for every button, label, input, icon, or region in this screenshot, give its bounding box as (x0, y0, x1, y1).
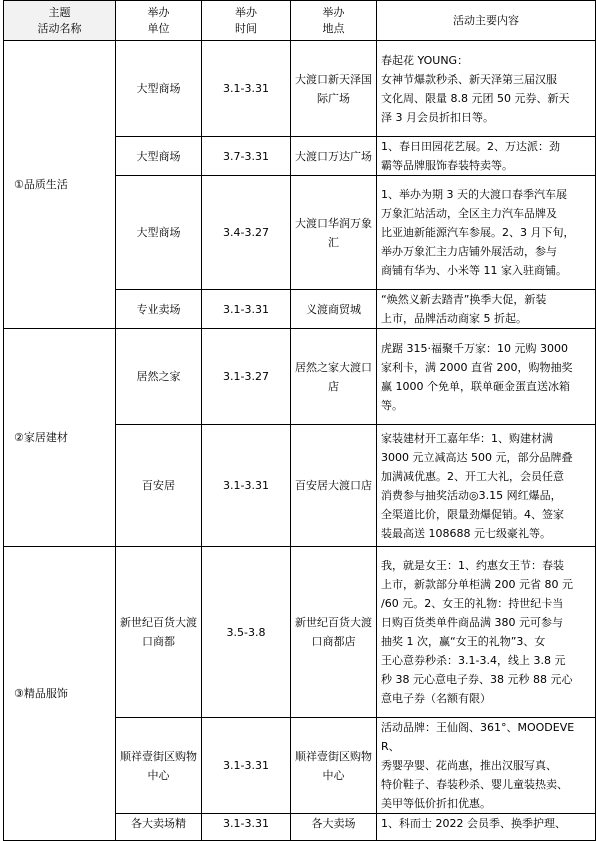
organizer-cell: 顺祥壹街区购物中心 (116, 718, 202, 814)
organizer-cell: 居然之家 (116, 329, 202, 425)
content-line: 商铺有华为、小米等 11 家入驻商铺。 (381, 264, 567, 277)
time-cell: 3.7-3.31 (202, 137, 291, 176)
theme-name-cell: ③精品服饰 (4, 547, 116, 841)
header-organizer-line1: 举办 (147, 5, 170, 19)
header-venue (291, 1, 377, 41)
content-line: 装最高送 108688 元七级豪礼等。 (381, 526, 551, 540)
content-line: 万象汇站活动，全区主力汽车品牌及 (381, 207, 557, 220)
content-cell (377, 329, 596, 425)
time-cell: 3.1-3.31 (202, 814, 291, 841)
header-venue-line1: 举办 (322, 5, 345, 19)
content-line: 抽奖 1 次，赢“女王的礼物”3、女 (381, 635, 546, 648)
venue-cell: 大渡口华润万象汇 (291, 176, 377, 290)
table-row (4, 547, 596, 718)
time-cell: 3.1-3.31 (202, 718, 291, 814)
content-line: 美甲等低价折扣优惠。 (381, 797, 491, 810)
content-line: 家装建材开工嘉年华：1、购建材满 (381, 431, 553, 445)
content-line: 全渠道比价，限量劲爆促销。4、签家 (381, 507, 564, 521)
venue-cell: 居然之家大渡口店 (291, 329, 377, 425)
time-cell: 3.1-3.27 (202, 329, 291, 425)
time-cell: 3.1-3.31 (202, 290, 291, 329)
content-line: 特价鞋子、春装秒杀、婴儿童装热卖、 (381, 778, 568, 791)
venue-cell: 百安居大渡口店 (291, 425, 377, 547)
content-line: 举办万象汇主力店铺外展活动，参与 (381, 245, 557, 258)
content-line: 春起花 YOUNG： (381, 53, 469, 67)
venue-cell: 新世纪百货大渡口商都店 (291, 547, 377, 718)
venue-cell: 大渡口万达广场 (291, 137, 377, 176)
content-cell (377, 290, 596, 329)
header-theme-line1: 主题 (48, 5, 71, 19)
organizer-cell: 大型商场 (116, 41, 202, 137)
table-body (4, 41, 596, 841)
content-cell (377, 547, 596, 718)
header-time-line2: 时间 (235, 21, 257, 35)
organizer-cell: 专业卖场 (116, 290, 202, 329)
organizer-cell: 百安居 (116, 425, 202, 547)
content-line: 秀婴孕婴、花尚惠，推出汉服写真、 (381, 759, 557, 772)
content-line: 1、举办为期 3 天的大渡口春季汽车展 (381, 188, 567, 201)
header-venue-line2: 地点 (322, 21, 345, 35)
content-line: 上市，新款部分单柜满 200 元省 80 元 (381, 578, 573, 591)
header-theme (4, 1, 116, 41)
content-line: 赢 1000 个免单，联单砸金蛋直送冰箱 (381, 379, 570, 393)
header-organizer-line2: 单位 (147, 21, 170, 35)
venue-cell: 义渡商贸城 (291, 290, 377, 329)
organizer-cell: 各大卖场精 (116, 814, 202, 841)
theme-name-cell: ①品质生活 (4, 41, 116, 329)
header-theme-line2: 活动名称 (37, 21, 82, 35)
content-line: /60 元。2、女王的礼物：持世纪卡当 (381, 597, 564, 610)
content-cell (377, 41, 596, 137)
content-line: 泽 3 月会员折扣日等。 (381, 110, 494, 124)
table-row (4, 329, 596, 425)
content-line: 霸等品牌服饰春装特卖等。 (381, 159, 513, 172)
content-line: 女神节爆款秒杀、新天泽第三届汉服 (381, 72, 557, 86)
time-cell: 3.4-3.27 (202, 176, 291, 290)
time-cell: 3.1-3.31 (202, 41, 291, 137)
content-cell (377, 425, 596, 547)
content-line: 意电子券（名额有限） (381, 692, 491, 705)
header-organizer (116, 1, 202, 41)
content-line: 加满减优惠。2、开工大礼，会员任意 (381, 469, 564, 483)
content-line: 上市，品牌活动商家 5 折起。 (381, 312, 527, 325)
content-line: 秒 38 元心意电子券、38 元秒 88 元心 (381, 673, 573, 686)
theme-name-cell: ②家居建材 (4, 329, 116, 547)
organizer-cell: 大型商场 (116, 176, 202, 290)
venue-cell: 顺祥壹街区购物中心 (291, 718, 377, 814)
organizer-cell: 大型商场 (116, 137, 202, 176)
header-time-line1: 举办 (235, 5, 257, 19)
content-cell (377, 137, 596, 176)
content-cell (377, 718, 596, 814)
content-line: 文化周、限量 8.8 元团 50 元券、新天 (381, 91, 570, 105)
content-line: “焕然义新去踏青”换季大促，新装 (381, 293, 547, 306)
header-time (202, 1, 291, 41)
content-line: 虎踞 315·福聚千万家：10 元购 3000 (381, 341, 568, 355)
content-line: 比亚迪新能源汽车参展。2、3 月下旬， (381, 226, 575, 239)
content-line: 日购百货类单件商品满 380 元可参与 (381, 616, 563, 629)
content-line: 我，就是女王：1、约惠女王节：春装 (381, 559, 564, 572)
time-cell: 3.5-3.8 (202, 547, 291, 718)
time-cell: 3.1-3.31 (202, 425, 291, 547)
content-line: 消费参与抽奖活动◎3.15 网红爆品， (381, 488, 562, 502)
content-cell (377, 176, 596, 290)
organizer-cell: 新世纪百货大渡口商都 (116, 547, 202, 718)
activity-table (3, 0, 596, 841)
content-line: 活动品牌：王仙阁、361°、MOODEVER、 (381, 721, 575, 753)
content-line: 家利卡，满 2000 直省 200，购物抽奖 (381, 360, 573, 374)
table-row (4, 41, 596, 137)
header-content: 活动主要内容 (377, 1, 596, 41)
venue-cell: 各大卖场 (291, 814, 377, 841)
content-line: 1、春日田园花艺展。2、万达派：劲 (381, 140, 560, 153)
content-line: 等。 (381, 398, 403, 412)
content-line: 王心意券秒杀：3.1-3.4，线上 3.8 元 (381, 654, 566, 667)
venue-cell: 大渡口新天泽国际广场 (291, 41, 377, 137)
content-line: 3000 元立减高达 500 元，部分品牌叠 (381, 450, 573, 464)
content-line: 1、科而士 2022 会员季、换季护理、 (381, 817, 566, 830)
header-row (4, 1, 596, 41)
content-cell (377, 814, 596, 841)
